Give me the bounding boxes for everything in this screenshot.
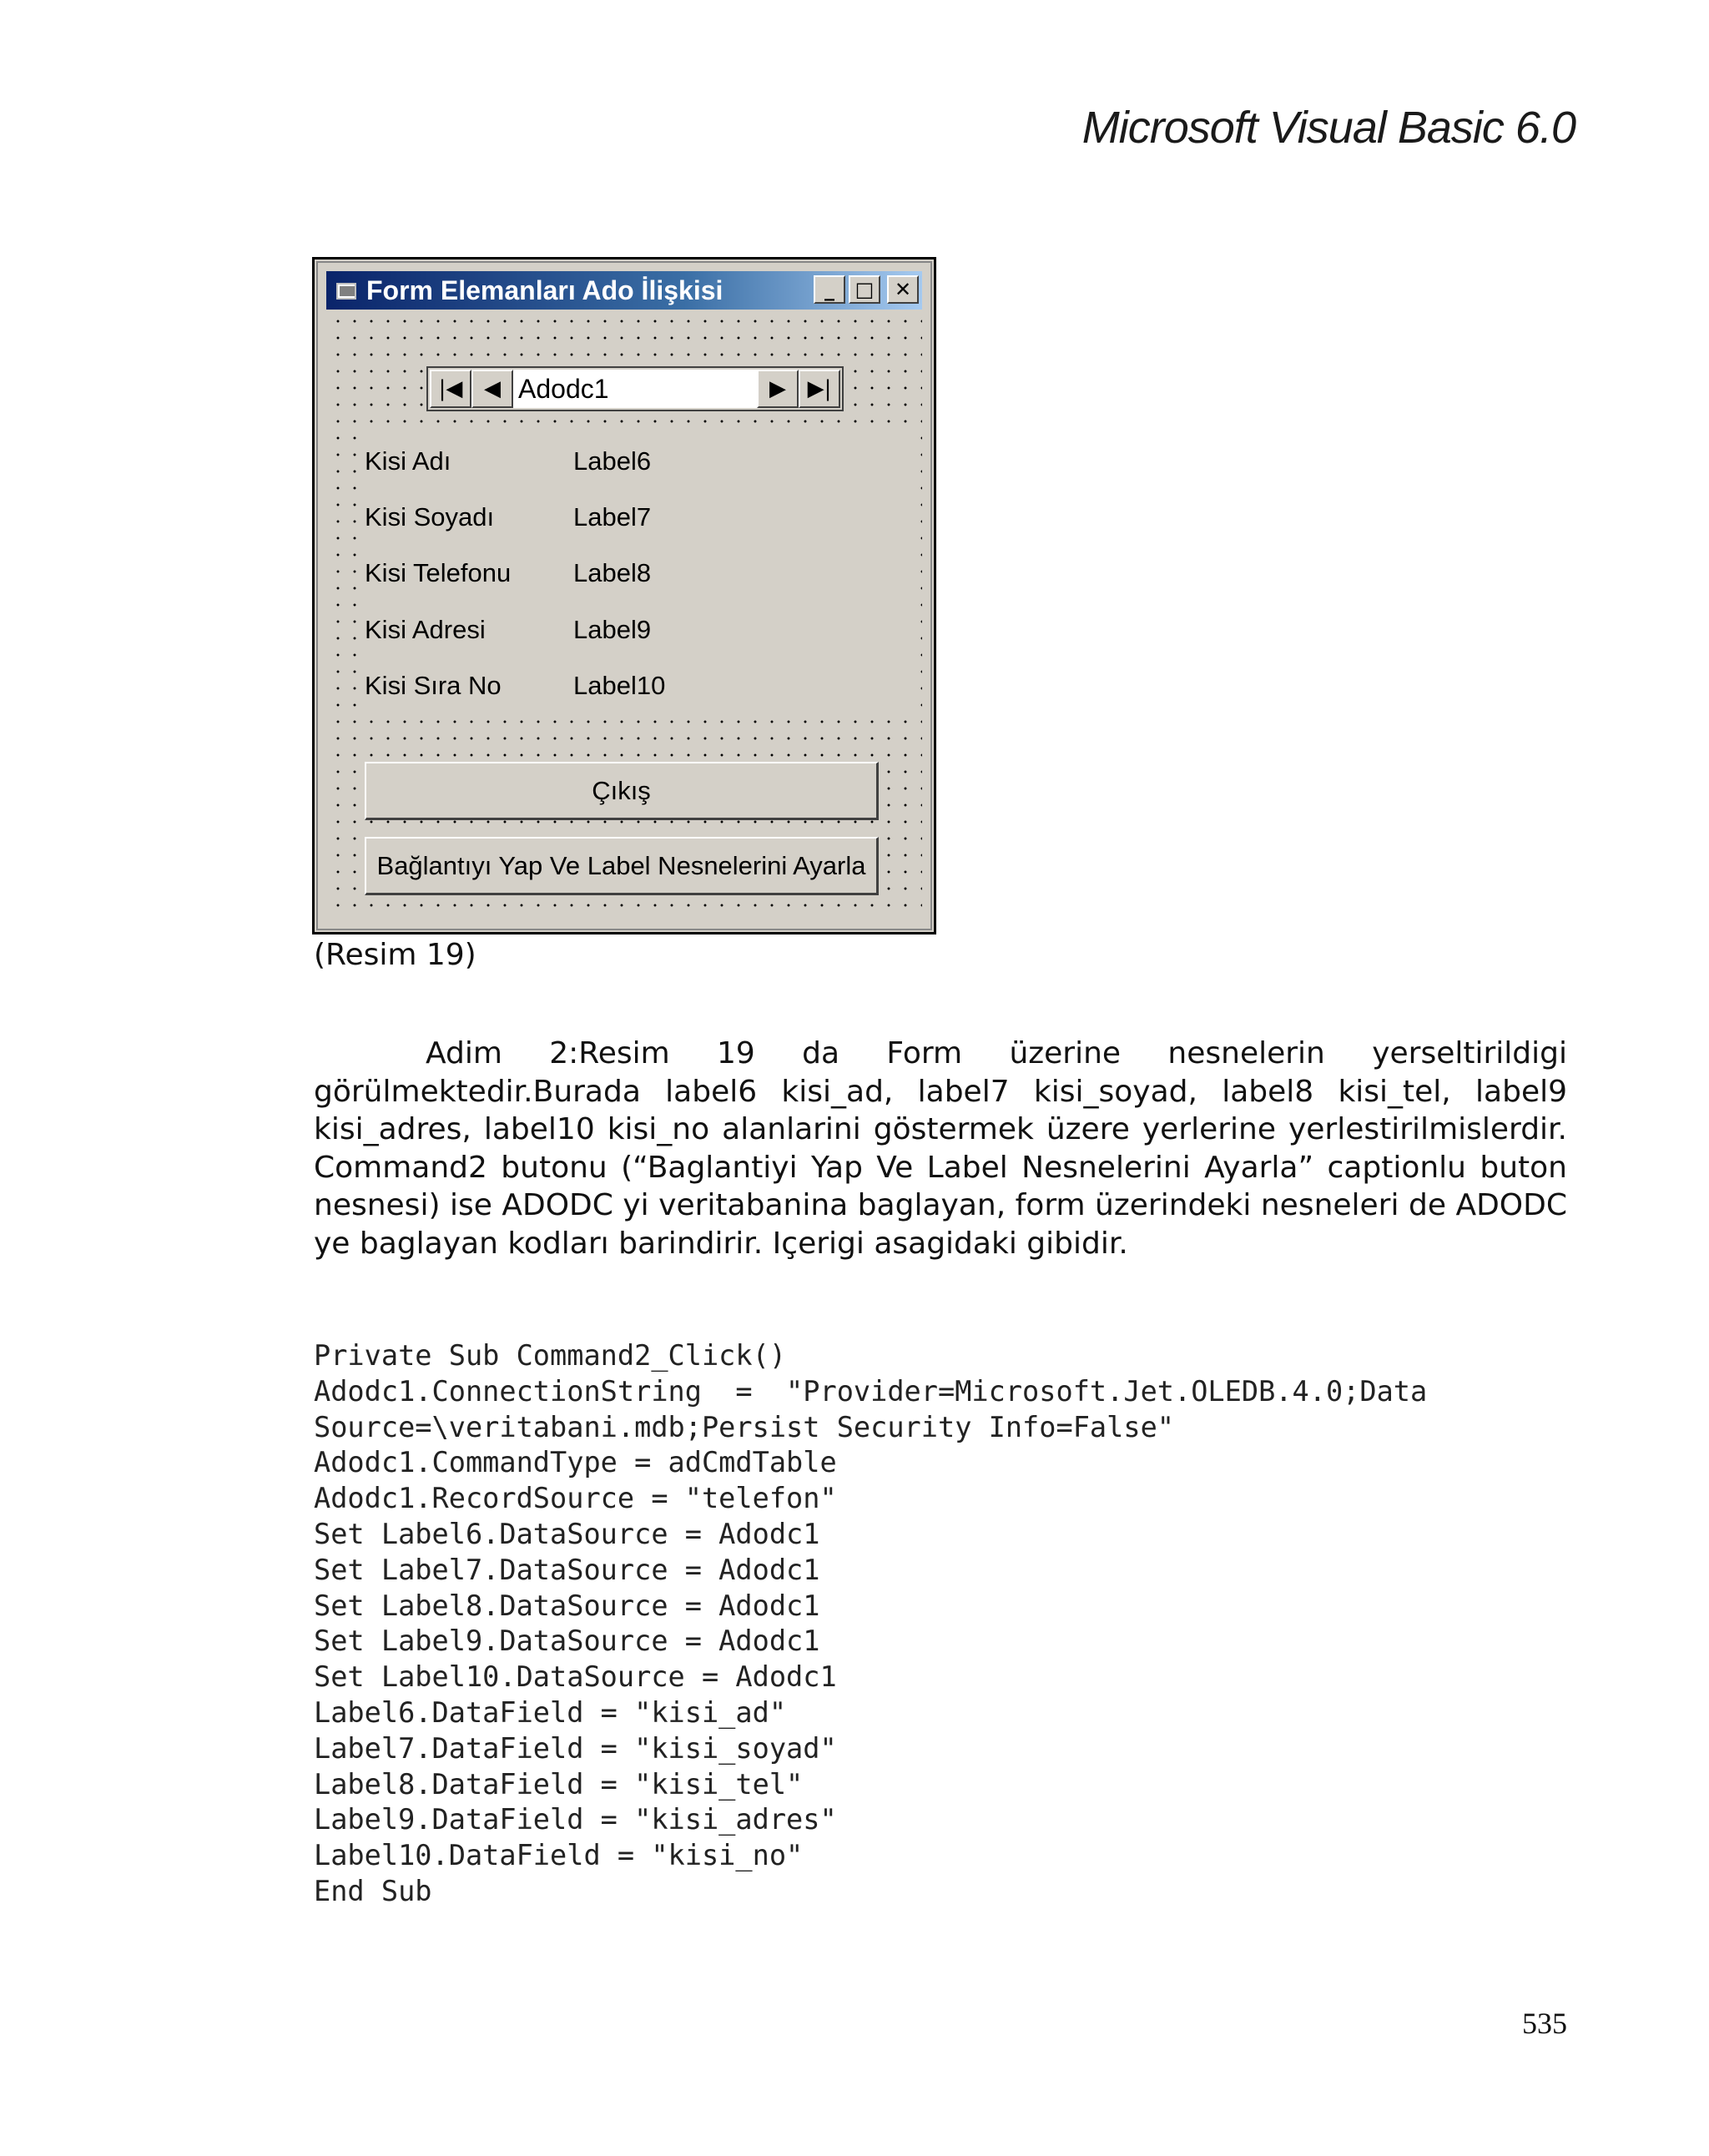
code-line: Set Label6.DataSource = Adodc1: [314, 1517, 820, 1550]
code-line: Source=\veritabani.mdb;Persist Security Info=False": [314, 1410, 1175, 1443]
code-line: Label7.DataField = "kisi_soyad": [314, 1731, 837, 1765]
form-icon: [335, 280, 360, 301]
vb-form-window: [312, 257, 936, 934]
window-titlebar[interactable]: [326, 271, 922, 310]
field-label[interactable]: Label6: [573, 446, 652, 476]
label-panel: [356, 435, 907, 718]
body-paragraph: Adim 2:Resim 19 da Form üzerine nesnelerin yerseltirildigi görülmektedir.Burada label6 kisi_ad, label7 kisi_soyad, label8 kisi_tel, label9 kisi_adres, label10 kisi_no alanlarini göstermek üzere yerlerine yerlestirilmislerdir. Command2 butonu (“Baglantiyi Yap Ve Label Nesnelerini Ayarla” captionlu buton nesnesi) ise ADODC yi veritabanina baglayan, form üzerindeki nesneleri de ADODC ye baglayan kodları barindirir. Içerigi asagidaki gibidir.: [314, 1036, 1567, 1261]
window-controls: [814, 275, 919, 304]
field-name: Kisi Sıra No: [365, 671, 502, 700]
code-line: Adodc1.ConnectionString = "Provider=Microsoft.Jet.OLEDB.4.0;Data: [314, 1374, 1428, 1408]
code-listing: [314, 1338, 1427, 1910]
code-line: End Sub: [314, 1874, 432, 1907]
field-label[interactable]: Label10: [573, 671, 666, 700]
form-design-area: [326, 310, 922, 920]
code-line: Set Label7.DataSource = Adodc1: [314, 1553, 820, 1586]
connect-button[interactable]: Bağlantıyı Yap Ve Label Nesnelerini Ayarla: [365, 837, 879, 895]
field-name: Kisi Adresi: [365, 615, 486, 644]
code-line: Adodc1.RecordSource = "telefon": [314, 1482, 837, 1515]
adodc-control[interactable]: [426, 366, 844, 411]
field-label[interactable]: Label8: [573, 558, 652, 587]
maximize-button[interactable]: □: [849, 275, 880, 304]
code-line: Set Label9.DataSource = Adodc1: [314, 1625, 820, 1658]
move-next-button[interactable]: ▶: [757, 370, 799, 408]
code-line: Private Sub Command2_Click(): [314, 1339, 787, 1372]
code-line: Label10.DataField = "kisi_no": [314, 1839, 804, 1872]
move-previous-button[interactable]: ◀: [471, 370, 513, 408]
code-line: Set Label10.DataSource = Adodc1: [314, 1660, 837, 1694]
field-label[interactable]: Label7: [573, 502, 652, 531]
code-line: Label6.DataField = "kisi_ad": [314, 1695, 787, 1729]
header-title: Microsoft Visual Basic 6.0: [1081, 103, 1575, 153]
move-last-button[interactable]: ▶|: [799, 370, 840, 408]
code-line: Label8.DataField = "kisi_tel": [314, 1767, 804, 1801]
page-number: 535: [1522, 2007, 1567, 2040]
figure-caption: (Resim 19): [314, 938, 476, 972]
field-name: Kisi Adı: [365, 446, 451, 476]
minimize-button[interactable]: _: [814, 275, 845, 304]
code-line: Label9.DataField = "kisi_adres": [314, 1803, 837, 1836]
field-name: Kisi Soyadı: [365, 502, 495, 531]
window-title: Form Elemanları Ado İlişkisi: [366, 275, 723, 305]
code-line: Set Label8.DataSource = Adodc1: [314, 1589, 820, 1622]
field-label[interactable]: Label9: [573, 615, 652, 644]
field-name: Kisi Telefonu: [365, 558, 512, 587]
adodc-caption: Adodc1: [513, 370, 757, 408]
move-first-button[interactable]: |◀: [430, 370, 471, 408]
close-button[interactable]: ✕: [887, 275, 919, 304]
code-line: Adodc1.CommandType = adCmdTable: [314, 1446, 837, 1479]
exit-button[interactable]: Çıkış: [365, 762, 879, 820]
